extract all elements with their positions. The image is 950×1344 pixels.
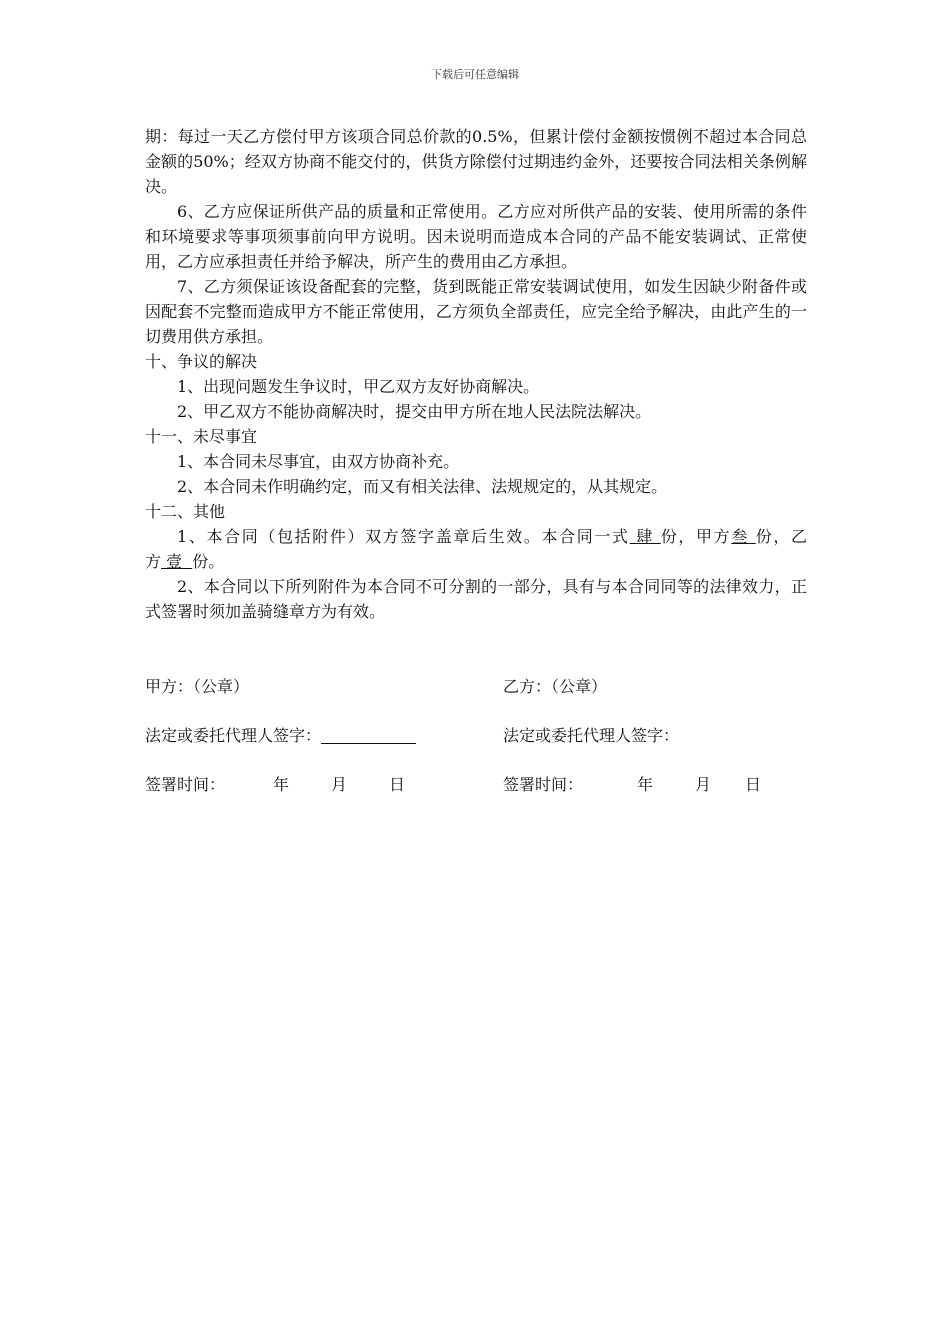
page-header: 下载后可任意编辑 [431,68,519,81]
party-a-copies-text: 份，甲方 [660,527,732,546]
clause-7: 7、乙方须保证该设备配套的完整，货到既能正常安装调试使用，如发生因缺少附备件或因配套不完整而造成甲方不能正常使用，乙方须负全部责任，应完全给予解决，由此产生的一切费用供方承担。 [145,277,807,346]
date-row [145,772,845,796]
party-a-copies: 叁 [731,527,749,546]
section-12-item-1 [145,524,807,574]
party-b-agent: 法定或委托代理人签字： [503,726,680,745]
year-label: 年 [273,775,290,794]
year-label: 年 [637,775,654,794]
party-b-date [503,772,761,795]
clause-6: 6、乙方应保证所供产品的质量和正常使用。乙方应对所供产品的安装、使用所需的条件和环境要求等事项须事前向甲方说明。因未说明而造成本合同的产品不能安装调试、正常使用，乙方应承担责任并给予解决，所产生的费用由乙方承担。 [145,202,807,271]
month-label: 月 [695,775,712,794]
section-11-heading: 十一、未尽事宜 [145,427,258,446]
seal-row [145,674,845,698]
agent-signature-row [145,723,845,747]
copies-text: 1、本合同（包括附件）双方签字盖章后生效。本合同一式 [177,527,630,546]
date-label: 签署时间： [145,775,226,794]
party-b-seal: 乙方：（公章） [503,677,608,696]
party-b-copies: 壹 [166,552,183,571]
section-11-item-2: 2、本合同未作明确约定，而又有相关法律、法规规定的，从其规定。 [177,477,668,496]
section-11-item-1: 1、本合同未尽事宜，由双方协商补充。 [177,452,460,471]
section-12-item-2: 2、本合同以下所列附件为本合同不可分割的一部分，具有与本合同同等的法律效力，正式签署时须加盖骑缝章方为有效。 [145,577,807,621]
day-label: 日 [745,775,762,794]
date-label: 签署时间： [503,775,584,794]
party-a-date [145,772,405,795]
copies-end: 份。 [192,552,225,571]
paragraph-penalty: 期：每过一天乙方偿付甲方该项合同总价款的0.5%，但累计偿付金额按惯例不超过本合同总金额的50%；经双方协商不能交付的，供货方除偿付过期违约金外，还要按合同法相关条例解决。 [145,127,807,196]
party-a-seal: 甲方：（公章） [145,677,250,696]
contract-body [145,124,807,624]
party-a-agent: 法定或委托代理人签字： [145,723,416,746]
section-12-heading: 十二、其他 [145,502,226,521]
day-label: 日 [389,775,406,794]
party-b-copies-text: 份，乙方 [145,527,807,571]
month-label: 月 [331,775,348,794]
section-10-item-2: 2、甲乙双方不能协商解决时，提交由甲方所在地人民法院法解决。 [177,402,652,421]
section-10-item-1: 1、出现问题发生争议时，甲乙双方友好协商解决。 [177,377,540,396]
section-10-heading: 十、争议的解决 [145,352,258,371]
signature-line[interactable] [321,727,416,744]
total-copies: 肆 [636,527,655,546]
